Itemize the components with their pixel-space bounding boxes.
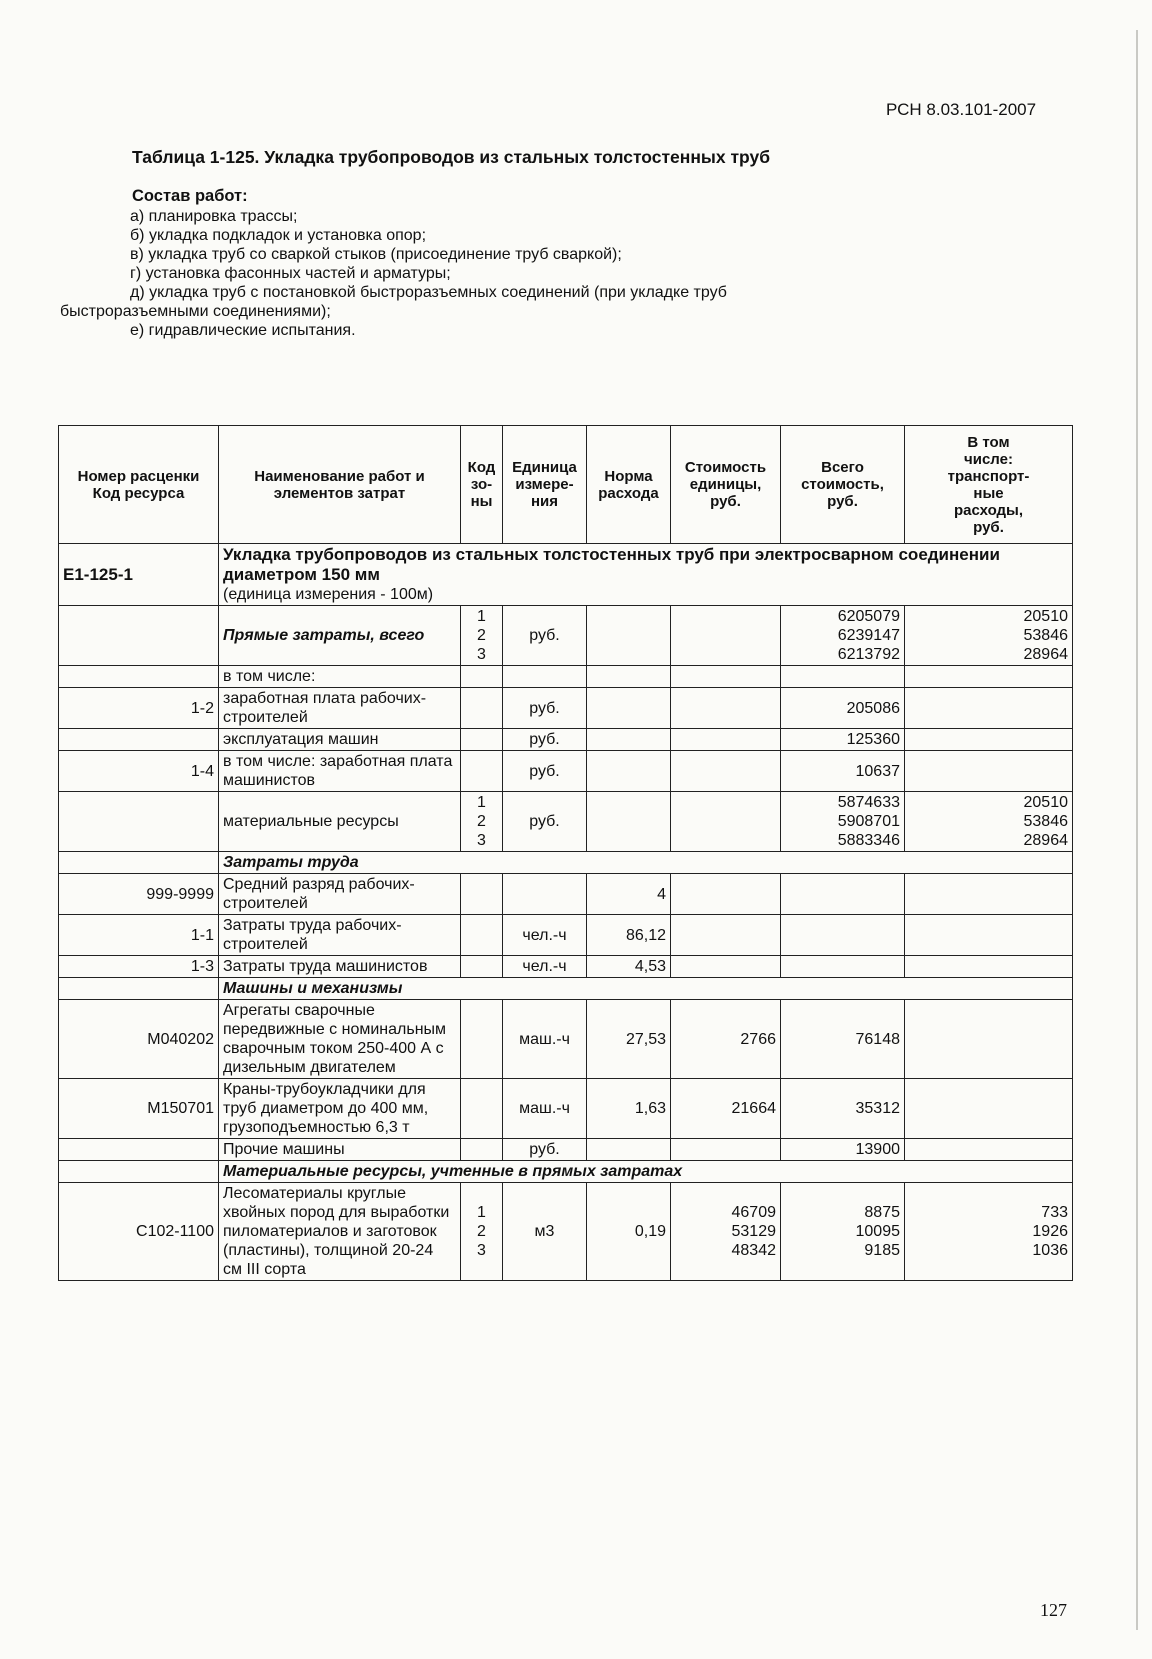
- consumption-norm: [587, 751, 671, 792]
- unit-cost: [671, 956, 781, 978]
- consumption-norm: [587, 1139, 671, 1161]
- resource-code: [59, 792, 219, 852]
- unit-of-measure: [503, 874, 587, 915]
- cell-value: 1926: [1032, 1223, 1068, 1240]
- consumption-norm: 1,63: [587, 1079, 671, 1139]
- cell-value: 8875: [864, 1204, 900, 1221]
- transport-cost: [905, 956, 1073, 978]
- unit-cost: [671, 1079, 781, 1139]
- cell-value: 3: [477, 832, 486, 849]
- resource-code: 999-9999: [59, 874, 219, 915]
- header-line: Номер расценки: [77, 467, 200, 485]
- unit-cost: [671, 1183, 781, 1281]
- cost-element-name: эксплуатация машин: [219, 729, 461, 751]
- header-transport: [905, 426, 1073, 544]
- cell-value: 35312: [855, 1100, 900, 1117]
- resource-code: С102-1100: [59, 1183, 219, 1281]
- cell-value: 5883346: [837, 832, 900, 849]
- cell-value: 1036: [1032, 1242, 1068, 1259]
- page-edge: [1136, 30, 1138, 1630]
- cell-value: 1: [477, 1204, 486, 1221]
- cell-value: 5908701: [837, 813, 900, 830]
- zone-code: [461, 606, 503, 666]
- header-line: руб.: [827, 493, 858, 510]
- header-line: Норма: [604, 467, 653, 485]
- cell-value: 205086: [846, 699, 900, 717]
- header-line: Единица: [512, 459, 577, 476]
- header-line: руб.: [973, 518, 1004, 536]
- consumption-norm: [587, 666, 671, 688]
- total-cost: [781, 1183, 905, 1281]
- zone-code: [461, 729, 503, 751]
- work-composition-heading: Состав работ:: [132, 187, 248, 205]
- cell-value: 1: [477, 608, 486, 625]
- cell-value: 6239147: [837, 627, 900, 644]
- consumption-norm: [587, 729, 671, 751]
- group-row: [59, 852, 1073, 874]
- unit-cost: [671, 915, 781, 956]
- cell-value: 3: [477, 1242, 486, 1259]
- cell-value: 21664: [731, 1100, 776, 1117]
- resource-code: М040202: [59, 1000, 219, 1079]
- cost-element-name: в том числе: заработная плата машинистов: [219, 751, 461, 792]
- unit-cost: [671, 729, 781, 751]
- total-cost: [781, 1000, 905, 1079]
- unit-of-measure: руб.: [503, 751, 587, 792]
- total-cost: [781, 729, 905, 751]
- cell-value: 28964: [1023, 646, 1068, 663]
- unit-cost: [671, 1139, 781, 1161]
- transport-cost: [905, 688, 1073, 729]
- work-item-e: д) укладка труб с постановкой быстроразъемных соединений (при укладке труб: [130, 284, 727, 301]
- resource-code: 1-2: [59, 688, 219, 729]
- table-row: [59, 751, 1073, 792]
- total-cost: [781, 606, 905, 666]
- work-item-d: г) установка фасонных частей и арматуры;: [130, 265, 451, 282]
- transport-cost: [905, 915, 1073, 956]
- unit-of-measure: руб.: [503, 688, 587, 729]
- total-cost: [781, 915, 905, 956]
- table-row: [59, 606, 1073, 666]
- cell-value: 733: [1041, 1204, 1068, 1221]
- transport-cost: [905, 792, 1073, 852]
- cost-element-name: Средний разряд рабочих-строителей: [219, 874, 461, 915]
- header-unit: [503, 426, 587, 544]
- cost-element-name: Затраты труда рабочих-строителей: [219, 915, 461, 956]
- header-total: [781, 426, 905, 544]
- resource-code: [59, 1139, 219, 1161]
- resource-code: [59, 666, 219, 688]
- table-row: [59, 915, 1073, 956]
- unit-of-measure: руб.: [503, 1139, 587, 1161]
- cell-value: 53846: [1023, 813, 1068, 830]
- header-line: Код: [467, 459, 496, 476]
- unit-cost: [671, 666, 781, 688]
- consumption-norm: 4: [587, 874, 671, 915]
- header-norm: [587, 426, 671, 544]
- header-name: [219, 426, 461, 544]
- table-row: [59, 792, 1073, 852]
- transport-cost: [905, 874, 1073, 915]
- rates-table: [58, 425, 1073, 1281]
- unit-cost: [671, 606, 781, 666]
- total-cost: [781, 874, 905, 915]
- total-cost: [781, 1079, 905, 1139]
- work-item-b: б) укладка подкладок и установка опор;: [130, 227, 427, 244]
- total-cost: [781, 666, 905, 688]
- work-item-a: а) планировка трассы;: [130, 208, 298, 225]
- table-row: [59, 688, 1073, 729]
- cost-element-name: Агрегаты сварочные передвижные с номинальным сварочным током 250-400 А с дизельным двигателем: [219, 1000, 461, 1079]
- resource-code: [59, 729, 219, 751]
- header-line: Код ресурса: [92, 484, 185, 502]
- unit-of-measure: маш.-ч: [503, 1079, 587, 1139]
- table-row: [59, 729, 1073, 751]
- cell-value: 53129: [731, 1223, 776, 1240]
- header-cost: [671, 426, 781, 544]
- group-code-cell: [59, 1161, 219, 1183]
- zone-code: [461, 1000, 503, 1079]
- consumption-norm: 27,53: [587, 1000, 671, 1079]
- cell-value: 10095: [855, 1223, 900, 1240]
- work-item-f: е) гидравлические испытания.: [130, 322, 356, 339]
- resource-code: [59, 606, 219, 666]
- zone-code: [461, 874, 503, 915]
- section-title: Укладка трубопроводов из стальных толстостенных труб при электросварном соединении диаметром 150 мм: [223, 545, 1000, 584]
- cell-value: 9185: [864, 1242, 900, 1259]
- unit-cost: [671, 874, 781, 915]
- document-code: РСН 8.03.101-2007: [886, 100, 1037, 119]
- group-title: Затраты труда: [219, 852, 1073, 874]
- page-number: 127: [1040, 1600, 1067, 1620]
- header-line: единицы,: [689, 476, 762, 493]
- zone-code: [461, 792, 503, 852]
- resource-code: 1-4: [59, 751, 219, 792]
- table-row: [59, 1183, 1073, 1281]
- cell-value: 2766: [740, 1030, 776, 1048]
- section-subtitle: (единица измерения - 100м): [223, 586, 434, 603]
- resource-code: 1-1: [59, 915, 219, 956]
- group-row: [59, 978, 1073, 1000]
- cell-value: 20510: [1023, 608, 1068, 625]
- header-line: транспорт-: [947, 467, 1030, 485]
- transport-cost: [905, 1139, 1073, 1161]
- cell-value: 46709: [731, 1204, 776, 1221]
- header-line: стоимость,: [801, 476, 884, 493]
- cell-value: 5874633: [837, 794, 900, 811]
- unit-of-measure: чел.-ч: [503, 915, 587, 956]
- work-item-e-continuation: быстроразъемными соединениями);: [60, 303, 331, 320]
- cell-value: 3: [477, 646, 486, 663]
- total-cost: [781, 688, 905, 729]
- zone-code: [461, 751, 503, 792]
- total-cost: [781, 751, 905, 792]
- cell-value: 2: [477, 627, 486, 644]
- group-title: Машины и механизмы: [219, 978, 1073, 1000]
- consumption-norm: [587, 606, 671, 666]
- header-line: элементов затрат: [273, 484, 406, 502]
- header-line: расхода: [598, 484, 659, 502]
- transport-cost: [905, 1000, 1073, 1079]
- cost-element-name: материальные ресурсы: [219, 792, 461, 852]
- resource-code: 1-3: [59, 956, 219, 978]
- total-cost: [781, 956, 905, 978]
- unit-of-measure: руб.: [503, 606, 587, 666]
- table-row: [59, 1079, 1073, 1139]
- total-cost: [781, 1139, 905, 1161]
- table-row: [59, 1000, 1073, 1079]
- unit-of-measure: руб.: [503, 792, 587, 852]
- unit-of-measure: м3: [503, 1183, 587, 1281]
- resource-code: М150701: [59, 1079, 219, 1139]
- unit-cost: [671, 1000, 781, 1079]
- group-code-cell: [59, 978, 219, 1000]
- cell-value: 48342: [731, 1242, 776, 1259]
- transport-cost: [905, 729, 1073, 751]
- cell-value: 76148: [855, 1030, 900, 1048]
- cell-value: 2: [477, 1223, 486, 1240]
- consumption-norm: [587, 792, 671, 852]
- header-code: [59, 426, 219, 544]
- table-body: [59, 544, 1073, 1281]
- cell-value: 125360: [846, 731, 900, 748]
- transport-cost: [905, 1183, 1073, 1281]
- cell-value: 6205079: [837, 608, 900, 625]
- table-row: [59, 1139, 1073, 1161]
- cost-element-name: заработная плата рабочих-строителей: [219, 688, 461, 729]
- cost-element-name: Затраты труда машинистов: [219, 956, 461, 978]
- header-line: измере-: [515, 476, 574, 493]
- section-row: [59, 544, 1073, 606]
- cell-value: 20510: [1023, 794, 1068, 811]
- cell-value: 53846: [1023, 627, 1068, 644]
- header-line: Всего: [821, 459, 864, 476]
- unit-of-measure: [503, 666, 587, 688]
- zone-code: [461, 1183, 503, 1281]
- header-line: В том: [967, 433, 1010, 451]
- zone-code: [461, 1139, 503, 1161]
- zone-code: [461, 666, 503, 688]
- cost-element-name: Прочие машины: [219, 1139, 461, 1161]
- table-row: [59, 874, 1073, 915]
- transport-cost: [905, 606, 1073, 666]
- cell-value: 2: [477, 813, 486, 830]
- consumption-norm: [587, 688, 671, 729]
- consumption-norm: 0,19: [587, 1183, 671, 1281]
- header-line: расходы,: [953, 501, 1024, 519]
- consumption-norm: 86,12: [587, 915, 671, 956]
- table-row: [59, 666, 1073, 688]
- total-cost: [781, 792, 905, 852]
- cell-value: 28964: [1023, 832, 1068, 849]
- group-title: Материальные ресурсы, учтенные в прямых затратах: [219, 1161, 1073, 1183]
- header-line: ния: [530, 493, 559, 510]
- table-row: [59, 956, 1073, 978]
- work-item-c: в) укладка труб со сваркой стыков (присоединение труб сваркой);: [130, 246, 622, 263]
- table-title: Таблица 1-125. Укладка трубопроводов из стальных толстостенных труб: [132, 147, 771, 167]
- header-line: Наименование работ и: [254, 467, 425, 485]
- cell-value: 10637: [855, 762, 900, 780]
- unit-of-measure: чел.-ч: [503, 956, 587, 978]
- unit-cost: [671, 751, 781, 792]
- transport-cost: [905, 1079, 1073, 1139]
- section-title-cell: [219, 544, 1073, 606]
- transport-cost: [905, 666, 1073, 688]
- unit-cost: [671, 688, 781, 729]
- unit-of-measure: руб.: [503, 729, 587, 751]
- cell-value: 6213792: [837, 646, 900, 663]
- unit-cost: [671, 792, 781, 852]
- cell-value: 1: [477, 794, 486, 811]
- unit-of-measure: маш.-ч: [503, 1000, 587, 1079]
- cost-element-name: Лесоматериалы круглые хвойных пород для выработки пиломатериалов и заготовок (пластины), толщиной 20-24 см III сорта: [219, 1183, 461, 1281]
- zone-code: [461, 688, 503, 729]
- cost-element-name: Прямые затраты, всего: [219, 606, 461, 666]
- transport-cost: [905, 751, 1073, 792]
- header-line: руб.: [710, 493, 741, 510]
- cost-element-name: в том числе:: [219, 666, 461, 688]
- consumption-norm: 4,53: [587, 956, 671, 978]
- header-line: ны: [470, 493, 493, 510]
- header-line: числе:: [964, 450, 1013, 468]
- zone-code: [461, 915, 503, 956]
- header-line: зо-: [470, 476, 493, 493]
- zone-code: [461, 1079, 503, 1139]
- zone-code: [461, 956, 503, 978]
- header-line: Стоимость: [684, 459, 767, 476]
- group-row: [59, 1161, 1073, 1183]
- header-zone: [461, 426, 503, 544]
- table-header-row: [59, 426, 1073, 544]
- cell-value: 13900: [855, 1141, 900, 1158]
- section-code: Е1-125-1: [59, 544, 219, 606]
- cost-element-name: Краны-трубоукладчики для труб диаметром до 400 мм, грузоподъемностью 6,3 т: [219, 1079, 461, 1139]
- group-code-cell: [59, 852, 219, 874]
- header-line: ные: [973, 484, 1004, 502]
